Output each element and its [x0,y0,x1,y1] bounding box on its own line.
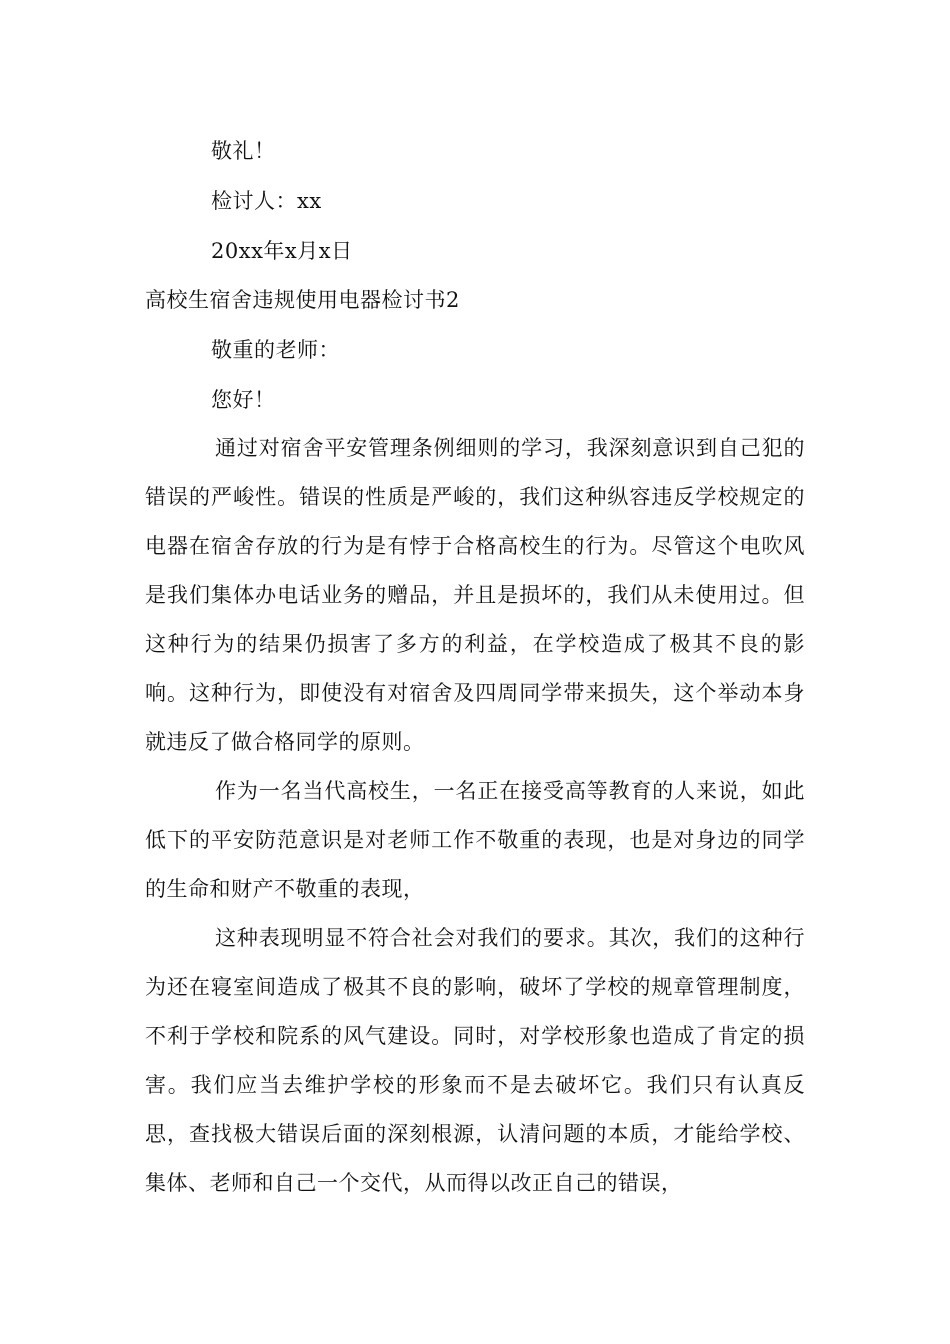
closing-salutation: 敬礼！ [211,139,276,163]
paragraph-2: 作为一名当代高校生，一名正在接受高等教育的人来说，如此低下的平安防范意识是对老师工作不敬重的表现，也是对身边的同学的生命和财产不敬重的表现， [145,779,805,901]
paragraph-3: 这种表现明显不符合社会对我们的要求。其次，我们的这种行为还在寝室间造成了极其不良的影响，破坏了学校的规章管理制度，不利于学校和院系的风气建设。同时，对学校形象也造成了肯定的损害。我们应当去维护学校的形象而不是去破坏它。我们只有认真反思，查找极大错误后面的深刻根源，认清问题的本质，才能给学校、集体、老师和自己一个交代，从而得以改正自己的错误， [145,926,805,1195]
greeting: 敬重的老师： [211,338,340,362]
hello: 您好！ [211,388,276,412]
paragraph-1: 通过对宿舍平安管理条例细则的学习，我深刻意识到自己犯的错误的严峻性。错误的性质是严峻的，我们这种纵容违反学校规定的电器在宿舍存放的行为是有悖于合格高校生的行为。尽管这个电吹风是我们集体办电话业务的赠品，并且是损坏的，我们从未使用过。但这种行为的结果仍损害了多方的利益，在学校造成了极其不良的影响。这种行为，即使没有对宿舍及四周同学带来损失，这个举动本身就违反了做合格同学的原则。 [145,436,805,754]
date-line: 20xx年x月x日 [211,239,353,263]
document-title: 高校生宿舍违规使用电器检讨书2 [145,288,460,312]
signer-line: 检讨人：xx [211,189,322,213]
